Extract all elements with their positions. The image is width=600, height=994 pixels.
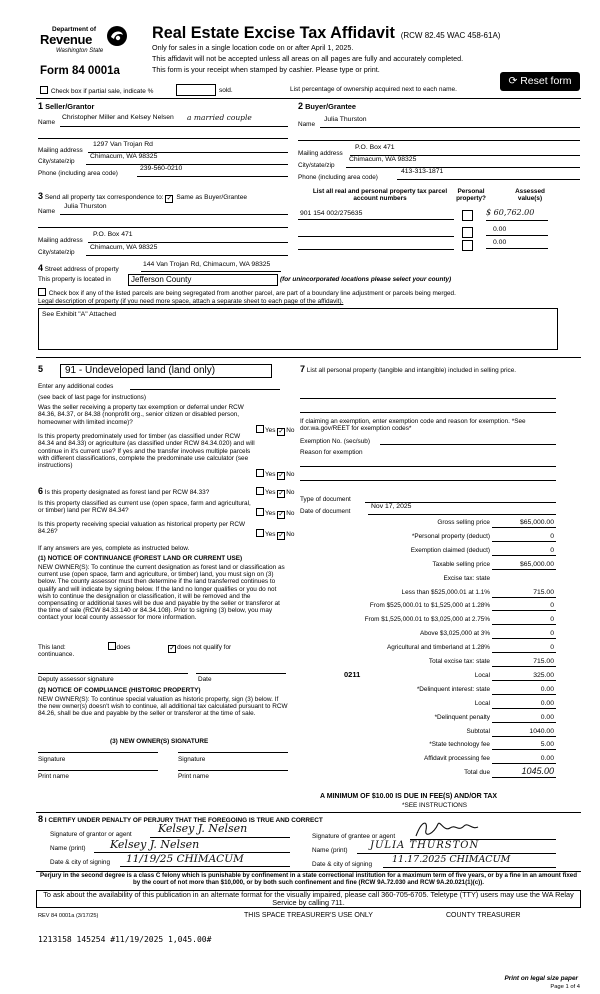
notice-continuance-text: NEW OWNER(S): To continue the current designation as forest land or classification as current use (open space, farm and agriculture, or timber) land, you must sign on (3) below. The county assessor must then determine if the land transferred continues to qualify and will indicate by signing below. If the land no longer qualifies or you do not wish to continue the designation or classification, it will be removed and the compensating or additional taxes will be due and payable by the seller or transferor at the time of sale (RCW 84.33.140 or 84.34.108). Prior to signing (3) below, you may contact your local county assessor for more information. bbox=[38, 564, 285, 622]
alternate-format-box: To ask about the availability of this publication in an alternate format for the visually impaired, please call 360-705-6705. Teletype (TTY) users may use the WA Relay Service by calling 711. bbox=[36, 890, 581, 908]
grantee-signature-label: Signature of grantee or agent bbox=[312, 833, 396, 840]
parcel-line-1 bbox=[298, 219, 454, 220]
buyer-phone-value[interactable]: 413-313-1871 bbox=[401, 168, 444, 175]
buyer-mailing-label: Mailing address bbox=[298, 150, 343, 157]
partial-sale-row bbox=[40, 86, 153, 95]
assessed-value-header: Assessed value(s) bbox=[515, 188, 545, 203]
section4-street-label: 4 Street address of property bbox=[38, 263, 119, 273]
forest-yes-checkbox[interactable] bbox=[256, 487, 264, 495]
section5-number: 5 bbox=[38, 364, 44, 374]
exemption-reason-line-2 bbox=[300, 480, 556, 481]
tax-value-line bbox=[492, 652, 556, 653]
exemption-number-line bbox=[380, 444, 556, 445]
tax-row-label: Local bbox=[474, 700, 490, 707]
historic-no-checkbox[interactable] bbox=[277, 532, 285, 540]
exemption-no-checkbox[interactable] bbox=[277, 428, 285, 436]
owner-print-line-1 bbox=[38, 770, 158, 771]
tax-value-line bbox=[492, 722, 556, 723]
tax-row-label: *Personal property (deduct) bbox=[411, 533, 490, 540]
department-of-text: Department of bbox=[52, 26, 97, 33]
segregated-row bbox=[38, 288, 456, 297]
header-divider bbox=[36, 98, 581, 99]
legal-paper-note: Print on legal size paper bbox=[504, 975, 578, 982]
tax-row-label: Affidavit processing fee bbox=[424, 755, 490, 762]
continuance-label: continuance. bbox=[38, 651, 75, 658]
parcel-line-2 bbox=[298, 236, 454, 237]
land-does-checkbox[interactable] bbox=[108, 642, 116, 650]
grantee-date-line bbox=[383, 867, 556, 868]
tax-value-line bbox=[492, 694, 556, 695]
buyer-phone-line bbox=[397, 179, 580, 180]
tax-row-label: Taxable selling price bbox=[432, 561, 490, 568]
tax-row-value[interactable]: 0.00 bbox=[540, 755, 554, 762]
tax-value-line bbox=[492, 541, 556, 542]
owner-signature-label-1: Signature bbox=[38, 756, 66, 763]
tax-value-line bbox=[492, 555, 556, 556]
current-use-no-checkbox[interactable] bbox=[277, 511, 285, 519]
section7-label: 7 List all personal property (tangible and intangible) included in selling price. bbox=[300, 364, 517, 374]
tax-row-label: Total excise tax: state bbox=[428, 658, 490, 665]
owner-signature-label-2: Signature bbox=[178, 756, 206, 763]
ownership-note: List percentage of ownership acquired next to each name. bbox=[290, 86, 457, 93]
assessed-line-3 bbox=[486, 248, 548, 249]
corr-city-value[interactable]: Chimacum, WA 98325 bbox=[90, 244, 158, 251]
seller-city-value[interactable]: Chimacum, WA 98325 bbox=[90, 153, 158, 160]
certify-heading: 8 I CERTIFY UNDER PENALTY OF PERJURY THAT THE FOREGOING IS TRUE AND CORRECT bbox=[38, 814, 323, 824]
tax-row-value[interactable]: 325.00 bbox=[533, 672, 554, 679]
tax-row-label: Agricultural and timberland at 1.28% bbox=[386, 644, 490, 651]
reset-label: Reset form bbox=[520, 75, 572, 87]
personal-property-checkbox-3[interactable] bbox=[462, 240, 473, 251]
section2-heading: 2 Buyer/Grantee bbox=[298, 101, 357, 111]
tax-value-line bbox=[492, 708, 556, 709]
subtitle-2: This affidavit will not be accepted unless all areas on all pages are fully and accurately completed. bbox=[152, 54, 464, 63]
tax-value-line bbox=[492, 638, 556, 639]
buyer-name-value[interactable]: Julia Thurston bbox=[324, 116, 367, 123]
seller-name-line bbox=[60, 126, 288, 127]
parcel-number-1[interactable]: 901 154 002/275635 bbox=[300, 210, 363, 217]
tax-value-line bbox=[492, 666, 556, 667]
grantor-name-label: Name (print) bbox=[50, 845, 86, 852]
deputy-date-label: Date bbox=[198, 676, 212, 683]
tax-value-line bbox=[492, 749, 556, 750]
tax-row-label: Total due bbox=[464, 769, 490, 776]
date-of-document-value[interactable]: Nov 17, 2025 bbox=[371, 503, 412, 510]
tax-value-line bbox=[492, 777, 556, 778]
seller-name-handwritten: a married couple bbox=[187, 113, 252, 122]
grantor-name-value[interactable]: Kelsey J. Nelsen bbox=[110, 838, 200, 851]
tax-value-line bbox=[492, 763, 556, 764]
section1-heading: 1 Seller/Grantor bbox=[38, 101, 95, 111]
corr-name-value[interactable]: Julia Thurston bbox=[64, 203, 107, 210]
seller-city-line bbox=[86, 164, 288, 165]
additional-codes-line bbox=[130, 389, 280, 390]
tax-row-value[interactable]: $65,000.00 bbox=[519, 519, 554, 526]
grantor-date-label: Date & city of signing bbox=[50, 859, 111, 866]
buyer-name-line bbox=[320, 127, 580, 128]
historic-question: Is this property receiving special valuation as historical property per RCW 84.26? bbox=[38, 521, 246, 536]
local-code: 0211 bbox=[344, 670, 361, 679]
tax-row-value[interactable]: 0 bbox=[550, 533, 554, 540]
historic-yes-checkbox[interactable] bbox=[256, 529, 264, 537]
tax-value-line bbox=[492, 597, 556, 598]
personal-property-header: Personal property? bbox=[456, 188, 486, 203]
parcel-list-header: List all real and personal property tax parcel account numbers bbox=[312, 188, 448, 203]
notice-continuance-title: (1) NOTICE OF CONTINUANCE (FOREST LAND OR CURRENT USE) bbox=[38, 555, 243, 562]
tax-row-label: *State technology fee bbox=[429, 741, 490, 748]
personal-property-line-1 bbox=[300, 398, 556, 399]
subtitle-1: Only for sales in a single location code on or after April 1, 2025. bbox=[152, 43, 354, 52]
buyer-phone-label: Phone (including area code) bbox=[298, 174, 378, 181]
current-use-answer: Yes ✓ No bbox=[256, 508, 294, 519]
timber-question-answer: Yes ✓ No bbox=[256, 469, 294, 480]
deputy-signature-label: Deputy assessor signature bbox=[38, 676, 114, 683]
assessed-value-2[interactable]: 0.00 bbox=[493, 226, 507, 233]
tax-row-value[interactable]: 5.00 bbox=[540, 741, 554, 748]
grantor-signature-label: Signature of grantor or agent bbox=[50, 831, 132, 838]
form-title bbox=[152, 24, 500, 43]
tax-row-label: Excise tax: state bbox=[443, 575, 490, 582]
exemption-reason-line-1 bbox=[300, 466, 556, 467]
forest-question: 6 Is this property designated as forest land per RCW 84.33? bbox=[38, 486, 210, 496]
grantee-name-label: Name (print) bbox=[312, 847, 348, 854]
tax-value-line bbox=[492, 527, 556, 528]
partial-sale-label: Check box if partial sale, indicate % bbox=[50, 88, 154, 95]
located-label: This property is located in bbox=[38, 276, 111, 283]
owner-signature-line-1 bbox=[38, 752, 158, 753]
tax-row-label: Less than $525,000.01 at 1.1% bbox=[401, 589, 490, 596]
revision-label: REV 84 0001a (3/17/25) bbox=[38, 913, 99, 919]
exemption-yes-checkbox[interactable] bbox=[256, 425, 264, 433]
rcw-reference: (RCW 82.45 WAC 458-61A) bbox=[400, 31, 501, 40]
parcel-line-3 bbox=[298, 249, 454, 250]
timber-no-checkbox[interactable] bbox=[277, 472, 285, 480]
tax-row-value[interactable]: 0.00 bbox=[540, 700, 554, 707]
assessed-line-1 bbox=[486, 220, 548, 221]
segregated-checkbox[interactable] bbox=[38, 288, 46, 296]
type-of-document-label: Type of document bbox=[300, 496, 351, 503]
forest-no-checkbox[interactable] bbox=[277, 490, 285, 498]
revenue-text: Revenue bbox=[40, 32, 93, 47]
grantee-signature-scribble[interactable] bbox=[412, 818, 482, 840]
grantor-date-value[interactable]: 11/19/25 CHIMACUM bbox=[126, 853, 244, 865]
located-note: (for unincorporated locations please select your county) bbox=[280, 276, 452, 283]
seller-name-value[interactable]: Christopher Miller and Kelsey Nelsen bbox=[62, 114, 174, 121]
exemption-question: Was the seller receiving a property tax exemption or deferral under RCW 84.36, 84.37, or 84.38 (nonprofit org., senior citizen or disabled person, homeowner with limited income)? bbox=[38, 404, 244, 426]
tax-row-value[interactable]: 0 bbox=[550, 616, 554, 623]
see-instructions-note: *SEE INSTRUCTIONS bbox=[402, 802, 467, 809]
tax-row-label: Above $3,025,000 at 3% bbox=[420, 630, 490, 637]
assessed-value-1[interactable]: $ 60,762.00 bbox=[486, 208, 535, 217]
owner-signature-line-2 bbox=[178, 752, 288, 753]
tax-row-label: *Delinquent penalty bbox=[434, 714, 490, 721]
corr-mailing-line bbox=[88, 242, 288, 243]
owner-print-line-2 bbox=[178, 770, 288, 771]
buyer-name-label: Name bbox=[298, 121, 316, 128]
corr-mailing-label: Mailing address bbox=[38, 237, 83, 244]
corr-name-line bbox=[60, 214, 288, 215]
subtitle-3: This form is your receipt when stamped by cashier. Please type or print. bbox=[152, 65, 380, 74]
tax-row-label: From $1,525,000.01 to $3,025,000 at 2.75% bbox=[364, 616, 490, 623]
land-use-code-select[interactable]: 91 - Undeveloped land (land only) bbox=[60, 364, 272, 378]
date-of-document-line bbox=[368, 514, 556, 515]
seller-mailing-label: Mailing address bbox=[38, 147, 83, 154]
seller-name-line-2 bbox=[38, 138, 288, 139]
tax-row-value[interactable]: 0 bbox=[550, 630, 554, 637]
seller-phone-line bbox=[137, 176, 288, 177]
revenue-swirl-icon bbox=[106, 25, 128, 47]
receipt-stamp: 1213158 145254 #11/19/2025 1,045.00# bbox=[38, 935, 212, 944]
seller-phone-label: Phone (including area code) bbox=[38, 170, 118, 177]
this-land-row: This land: does ✓ does not qualify for bbox=[38, 642, 231, 653]
tax-value-line bbox=[492, 610, 556, 611]
additional-codes-note: (see back of last page for instructions) bbox=[38, 394, 146, 401]
tax-value-line bbox=[492, 736, 556, 737]
deputy-date-line bbox=[196, 673, 286, 674]
current-use-yes-checkbox[interactable] bbox=[256, 508, 264, 516]
perjury-notice: Perjury in the second degree is a class C felony which is punishable by confinement in a state correctional institution for a maximum term of five years, or by a fine in an amount fixed by the court of not more than $10,000, or by both such confinement and fine (RCW 9A.72.030 and RCW 9A.20.021(1)(c)). bbox=[39, 872, 578, 887]
tax-value-line bbox=[492, 680, 556, 681]
seller-city-label: City/state/zip bbox=[38, 158, 75, 165]
tax-row-value[interactable]: $65,000.00 bbox=[519, 561, 554, 568]
tax-row-value[interactable]: 715.00 bbox=[533, 589, 554, 596]
treasurer-use-label: THIS SPACE TREASURER'S USE ONLY bbox=[244, 912, 373, 919]
grantee-date-label: Date & city of signing bbox=[312, 861, 373, 868]
tax-row-value[interactable]: 0 bbox=[550, 602, 554, 609]
tax-row-label: *Delinquent interest: state bbox=[416, 686, 490, 693]
tax-row-value[interactable]: 0.00 bbox=[540, 714, 554, 721]
date-of-document-label: Date of document bbox=[300, 508, 351, 515]
additional-codes-label: Enter any additional codes bbox=[38, 383, 114, 390]
street-line bbox=[141, 271, 281, 272]
notice-compliance-text: NEW OWNER(S): To continue special valuation as historic property, sign (3) below. If the new owner(s) doesn't wish to continue, all additional tax calculated pursuant to RCW 84.26, shall be due and payable by the seller or transferor at the time of sale. bbox=[38, 696, 288, 718]
dor-logo bbox=[40, 26, 132, 56]
grantee-name-value[interactable]: JULIA THURSTON bbox=[370, 840, 480, 851]
county-select[interactable]: Jefferson County bbox=[128, 274, 278, 286]
tax-row-value[interactable]: 715.00 bbox=[533, 658, 554, 665]
corr-city-label: City/state/zip bbox=[38, 249, 75, 256]
partial-percent-input[interactable] bbox=[176, 84, 216, 96]
grantee-date-value[interactable]: 11.17.2025 CHIMACUM bbox=[392, 854, 511, 865]
current-use-question: Is this property classified as current use (open space, farm and agricultural, or timber) land per RCW 84.34? bbox=[38, 500, 251, 515]
assessed-value-3[interactable]: 0.00 bbox=[493, 239, 507, 246]
tax-row-label: Exemption claimed (deduct) bbox=[410, 547, 490, 554]
seller-name-label: Name bbox=[38, 119, 56, 126]
grantor-signature[interactable]: Kelsey J. Nelsen bbox=[158, 822, 248, 835]
corr-city-line bbox=[86, 255, 288, 256]
personal-property-checkbox-1[interactable] bbox=[462, 210, 473, 221]
timber-yes-checkbox[interactable] bbox=[256, 469, 264, 477]
tax-row-value[interactable]: 1040.00 bbox=[529, 728, 554, 735]
personal-property-checkbox-2[interactable] bbox=[462, 227, 473, 238]
county-treasurer-label: COUNTY TREASURER bbox=[446, 912, 521, 919]
if-yes-note: If any answers are yes, complete as instructed below. bbox=[38, 545, 190, 552]
forest-question-answer: Yes ✓ No bbox=[256, 487, 294, 498]
tax-row-label: From $525,000.01 to $1,525,000 at 1.28% bbox=[369, 602, 490, 609]
sold-label: sold. bbox=[219, 87, 233, 94]
segregated-label: Check box if any of the listed parcels are being segregated from another parcel, are part of a boundary line adjustment or parcels being merged. bbox=[48, 290, 456, 297]
tax-value-line bbox=[492, 624, 556, 625]
notice-compliance-title: (2) NOTICE OF COMPLIANCE (HISTORIC PROPERTY) bbox=[38, 687, 201, 694]
tax-row-label: Local bbox=[474, 672, 490, 679]
legal-description-label: Legal description of property (if you need more space, attach a separate sheet to each page of the affidavit). bbox=[38, 298, 344, 305]
tax-row-value[interactable]: 1045.00 bbox=[521, 766, 554, 776]
exemption-claim-label: If claiming an exemption, enter exemption code and reason for exemption. *See dor.wa.gov/REET for exemption codes* bbox=[300, 418, 526, 433]
minimum-due-note: A MINIMUM OF $10.00 IS DUE IN FEE(S) AND/OR TAX bbox=[320, 793, 498, 800]
reset-icon: ⟳ bbox=[508, 75, 518, 87]
buyer-city-value[interactable]: Chimacum, WA 98325 bbox=[349, 156, 417, 163]
exemption-reason-label: Reason for exemption bbox=[300, 449, 363, 456]
tax-row-value[interactable]: 0 bbox=[550, 644, 554, 651]
assessed-line-2 bbox=[486, 235, 548, 236]
section8-divider bbox=[36, 812, 581, 813]
buyer-name-line-2 bbox=[298, 140, 580, 141]
corr-name-line-2 bbox=[38, 227, 288, 228]
timber-question: Is this property predominately used for timber (as classified under RCW 84.34 and 84.33) or agriculture (as classified under RCW 84.34.020) and will continue in it's current use? If yes and the transfer involves multiple parcels with different classifications, complete the predominate use calculator (see instructions) bbox=[38, 433, 255, 470]
form-number: Form 84 0001a bbox=[40, 65, 120, 77]
page-number: Page 1 of 4 bbox=[550, 984, 580, 990]
buyer-mailing-value[interactable]: P.O. Box 471 bbox=[355, 144, 395, 151]
section4-divider bbox=[36, 357, 581, 358]
tax-value-line bbox=[492, 569, 556, 570]
seller-mailing-value[interactable]: 1297 Van Trojan Rd bbox=[93, 141, 153, 148]
seller-phone-value[interactable]: 239-560-0210 bbox=[140, 165, 183, 172]
exemption-question-answer: Yes ✓ No bbox=[256, 425, 294, 436]
reset-form-button[interactable] bbox=[500, 72, 580, 91]
new-owner-signature-title: (3) NEW OWNER(S) SIGNATURE bbox=[110, 738, 209, 745]
tax-row-value[interactable]: 0 bbox=[550, 547, 554, 554]
corr-mailing-value[interactable]: P.O. Box 471 bbox=[93, 231, 133, 238]
title-text: Real Estate Excise Tax Affidavit bbox=[152, 24, 395, 42]
tax-row-label: Gross selling price bbox=[437, 519, 490, 526]
street-value[interactable]: 144 Van Trojan Rd, Chimacum, WA 98325 bbox=[143, 261, 271, 268]
exemption-number-label: Exemption No. (sec/sub) bbox=[300, 438, 370, 445]
owner-print-label-1: Print name bbox=[38, 773, 69, 780]
buyer-city-line bbox=[346, 167, 580, 168]
land-does-not-checkbox[interactable] bbox=[168, 645, 176, 653]
washington-state-text: Washington State bbox=[56, 48, 104, 54]
partial-sale-checkbox[interactable] bbox=[40, 86, 48, 94]
legal-description-textarea[interactable]: See Exhibit "A" Attached bbox=[38, 308, 558, 350]
grantor-date-line bbox=[120, 866, 290, 867]
historic-answer: Yes ✓ No bbox=[256, 529, 294, 540]
same-as-buyer-checkbox[interactable] bbox=[165, 195, 173, 203]
buyer-city-label: City/state/zip bbox=[298, 162, 335, 169]
deputy-signature-line bbox=[38, 673, 188, 674]
corr-name-label: Name bbox=[38, 208, 56, 215]
personal-property-line-2 bbox=[300, 412, 556, 413]
owner-print-label-2: Print name bbox=[178, 773, 209, 780]
same-as-buyer-label: Same as Buyer/Grantee bbox=[176, 194, 248, 201]
section3-heading: 3 Send all property tax correspondence to: ✓ Same as Buyer/Grantee bbox=[38, 191, 247, 203]
tax-row-label: Subtotal bbox=[466, 728, 490, 735]
tax-row-value[interactable]: 0.00 bbox=[540, 686, 554, 693]
